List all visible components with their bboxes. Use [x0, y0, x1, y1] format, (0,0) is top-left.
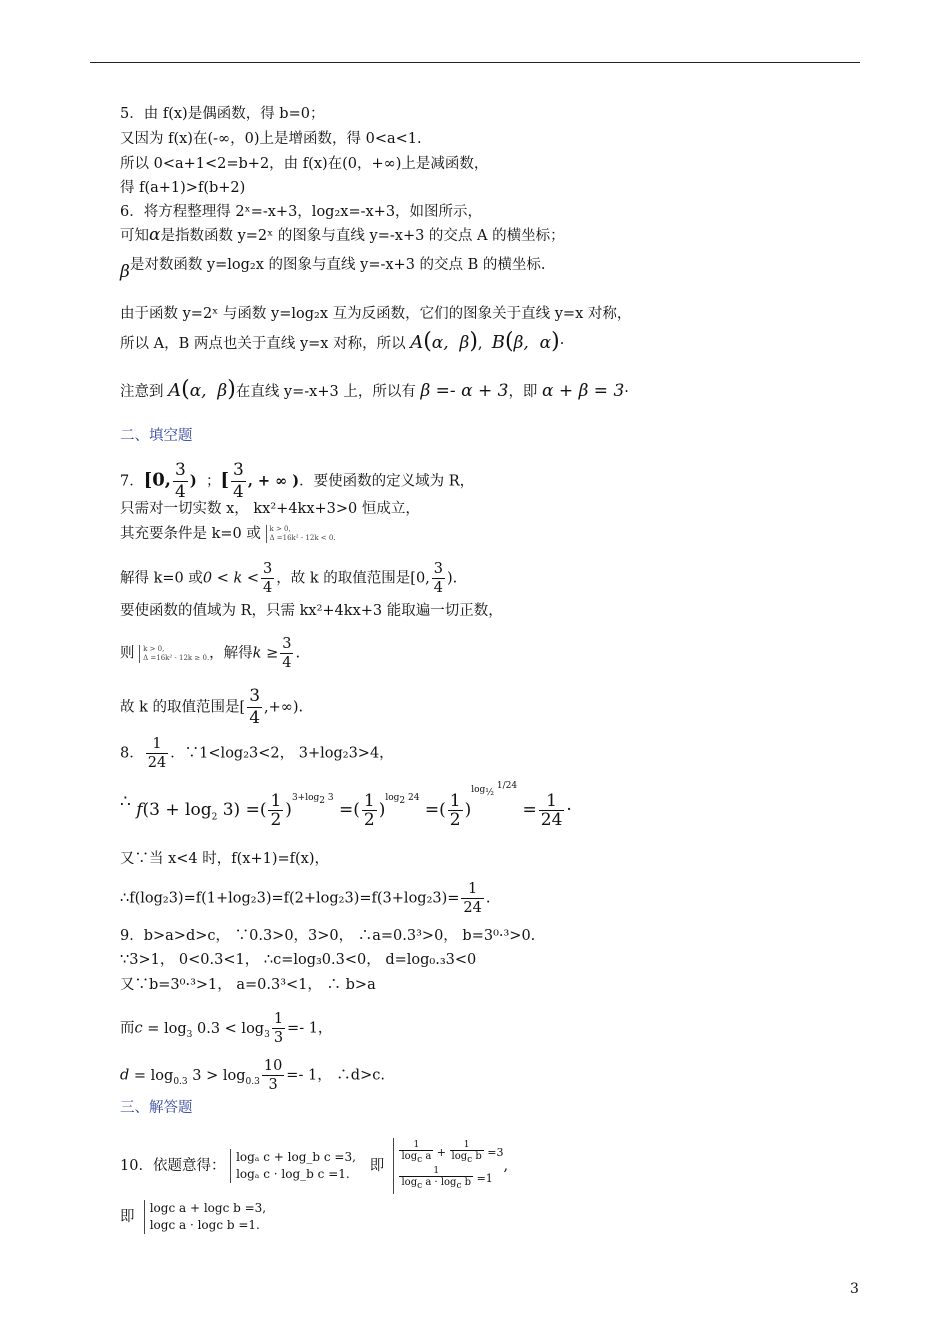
text-line: 9．b>a>d>c， ∵0.3>0，3>0， ∴a=0.3³>0， b=3⁰·³>0. [120, 928, 536, 944]
text-line: 又∵当 x<4 时，f(x+1)=f(x)， [120, 851, 330, 867]
text-line: 只需对一切实数 x， kx²+4kx+3>0 恒成立， [120, 501, 420, 517]
equation-system: k > 0, Δ =16k² - 12k < 0. [266, 525, 336, 543]
equation-system: logₐ c + log_b c =3, logₐ c · log_b c =1. [230, 1149, 356, 1183]
equation-line: ∴ $f(3 + \log_2 3)$ =( $\frac{1}{2}$ )$^{3+log_2 3}$ =( $\frac{1}{2}$ )$^{log_2 24}$ =( $\frac{1}{2}$ )$^{log_{\frac{1}{2}} ^{1/24}}$ = $\frac{1}{24}$ · [120, 781, 572, 830]
text-line: 7．[0, $\frac{3}{4}$ ) ；[ $\frac{3}{4}$ , + ∞ )．要使函数的定义域为 R， [120, 460, 475, 502]
text-line: 则 k > 0, Δ =16k² - 12k ≥ 0. ，解得k ≥ $\frac{3}{4}$ . [120, 636, 301, 671]
text-line: 其充要条件是 k=0 或 k > 0, Δ =16k² - 12k < 0. [120, 525, 336, 542]
equation-system: k > 0, Δ =16k² - 12k ≥ 0. [139, 645, 209, 663]
equation-system: logc a + logc b =3, logc a · logc b =1. [144, 1200, 266, 1234]
header-rule [90, 62, 860, 63]
text-line: 解得 k=0 或0 < k < $\frac{3}{4}$ ，故 k 的取值范围是[0, $\frac{3}{4}$ ). [120, 561, 458, 596]
text-line: 得 f(a+1)>f(b+2) [120, 180, 246, 196]
page-number: 3 [850, 1281, 859, 1297]
text-line: 注意到 A(α, β)在直线 y=-x+3 上，所以有 β =- α + 3，即 α + β = 3· [120, 377, 629, 402]
text-line: 10．依题意得： logₐ c + log_b c =3, logₐ c · log_b c =1. 即 $\frac{1}{\log_c a}$ + $\frac{1}{\log_c b}$ =3 $\frac{1}{\log_c a \cdot \log_c b}$ =1 , [120, 1138, 508, 1194]
text-line: 6．将方程整理得 2ˣ=-x+3，log₂x=-x+3，如图所示， [120, 204, 483, 220]
text-line: 故 k 的取值范围是[ $\frac{3}{4}$ ,+∞). [120, 686, 304, 728]
text-line: 8． $\frac{1}{24}$ ．∵1<log₂3<2， 3+log₂3>4， [120, 736, 394, 771]
section-heading: 二、填空题 [120, 428, 193, 444]
text-line: ∵3>1， 0<0.3<1， ∴c=log₃0.3<0， d=log₀.₃3<0 [120, 952, 477, 968]
text-line: 又因为 f(x)在(-∞，0)上是增函数，得 0<a<1. [120, 131, 422, 147]
text-line: 5．由 f(x)是偶函数，得 b=0； [120, 106, 325, 122]
section-heading: 三、解答题 [120, 1100, 193, 1116]
text-line: 要使函数的值域为 R，只需 kx²+4kx+3 能取遍一切正数， [120, 603, 503, 619]
text-line: 所以 A，B 两点也关于直线 y=x 对称，所以 A(α, β), B(β, α)· [120, 329, 565, 354]
text-line: 由于函数 y=2ˣ 与函数 y=log₂x 互为反函数，它们的图象关于直线 y=x 对称， [120, 306, 632, 322]
text-line: 可知α是指数函数 y=2ˣ 的图象与直线 y=-x+3 的交点 A 的横坐标； [120, 225, 565, 245]
text-line: ∴f(log₂3)=f(1+log₂3)=f(2+log₂3)=f(3+log₂3)= $\frac{1}{24}$ . [120, 881, 491, 916]
text-line: $d = \log_{0.3} 3 > \log_{0.3}$ $\frac{10}{3}$ =- 1， ∴d>c. [120, 1058, 385, 1093]
text-line: 即 logc a + logc b =3, logc a · logc b =1. [120, 1201, 267, 1232]
text-line: β是对数函数 y=log₂x 的图象与直线 y=-x+3 的交点 B 的横坐标. [120, 257, 546, 282]
text-line: 而$c = \log_3 0.3 < \log_3$ $\frac{1}{3}$ =- 1， [120, 1011, 333, 1046]
text-line: 所以 0<a+1<2=b+2，由 f(x)在(0，+∞)上是减函数， [120, 156, 489, 172]
equation-system: $\frac{1}{\log_c a}$ + $\frac{1}{\log_c b}$ =3 $\frac{1}{\log_c a \cdot \log_c b}$ =1 [393, 1138, 503, 1194]
text-line: 又∵b=3⁰·³>1， a=0.3³<1， ∴ b>a [120, 977, 376, 993]
